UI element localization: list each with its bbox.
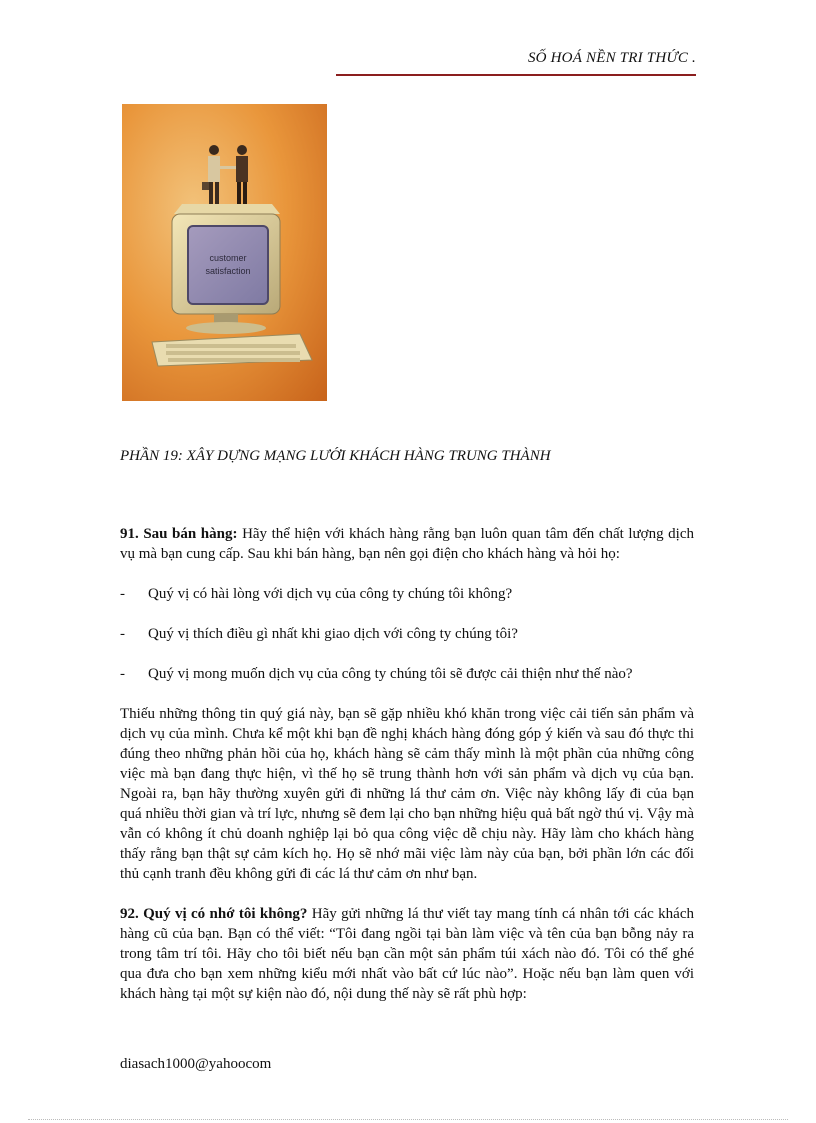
item-91-heading: 91. Sau bán hàng: — [120, 526, 238, 542]
screen-text-satisfaction: satisfaction — [205, 266, 251, 276]
footer-email: diasach1000@yahoocom — [120, 1056, 272, 1072]
header-rule — [336, 74, 696, 76]
document-body — [120, 524, 694, 1004]
screen-text-customer: customer — [209, 253, 247, 263]
list-item — [120, 624, 694, 644]
list-item — [120, 584, 694, 604]
item-91 — [120, 524, 694, 564]
item-91-text: Hãy thể hiện với khách hàng rằng bạn luôn quan tâm đến chất lượng dịch vụ mà bạn cung cấp. Sau khi bán hàng, bạn nên gọi điện cho khách hàng và hỏi họ: — [120, 526, 694, 562]
footer-divider — [28, 1119, 788, 1121]
bullet-dash: - — [120, 626, 125, 642]
bullet-dash: - — [120, 666, 125, 682]
item-92 — [120, 904, 694, 1004]
item-92-heading: 92. Quý vị có nhớ tôi không? — [120, 906, 308, 922]
bullet-text: Quý vị thích điều gì nhất khi giao dịch với công ty chúng tôi? — [148, 626, 518, 642]
section-title: PHẦN 19: XÂY DỰNG MẠNG LƯỚI KHÁCH HÀNG TRUNG THÀNH — [120, 448, 551, 464]
header-title: SỐ HOÁ NỀN TRI THỨC . — [527, 50, 696, 66]
list-item — [120, 664, 694, 684]
item-92-text: Hãy gửi những lá thư viết tay mang tính cá nhân tới các khách hàng cũ của bạn. Bạn có thể viết: “Tôi đang ngồi tại bàn làm việc và tên của bạn bỗng nảy ra trong tâm trí tôi. Hãy cho tôi biết nếu bạn cần một sản phẩm túi xách nào đó. Tôi có thể ghé qua đưa cho bạn xem những kiểu mới nhất vào bất cứ lúc nào”. Hoặc nếu bạn làm quen với khách hàng tại một sự kiện nào đó, nội dung thế này sẽ rất phù hợp: — [120, 906, 694, 1002]
bullet-text: Quý vị mong muốn dịch vụ của công ty chúng tôi sẽ được cải thiện như thế nào? — [148, 666, 633, 682]
bullet-text: Quý vị có hài lòng với dịch vụ của công ty chúng tôi không? — [148, 586, 513, 602]
customer-satisfaction-image — [122, 104, 327, 401]
paragraph-thank-you-letters: Thiếu những thông tin quý giá này, bạn sẽ gặp nhiều khó khăn trong việc cải tiến sản phẩm và dịch vụ của mình. Chưa kể một khi bạn đề nghị khách hàng đóng góp ý kiến và sau đó thực thi đúng theo những phản hồi của họ, khách hàng sẽ cảm thấy mình là một phần của những công việc mà bạn đang thực hiện, vì thế họ sẽ trung thành hơn với sản phẩm và dịch vụ của bạn. Ngoài ra, bạn hãy thường xuyên gửi đi những lá thư cảm ơn. Việc này không lấy đi của bạn quá nhiều thời gian và trí lực, nhưng sẽ đem lại cho bạn những hiệu quả bất ngờ thú vị. Vậy mà vẫn có không ít chủ doanh nghiệp lại bỏ qua công việc dễ chịu này. Hãy làm cho khách hàng thấy rằng bạn thật sự cảm kích họ. Họ sẽ nhớ mãi việc làm này của bạn, bởi phần lớn các đối thủ cạnh tranh đều không gửi đi các lá thư cảm ơn như bạn. — [120, 706, 694, 882]
bullet-dash: - — [120, 586, 125, 602]
